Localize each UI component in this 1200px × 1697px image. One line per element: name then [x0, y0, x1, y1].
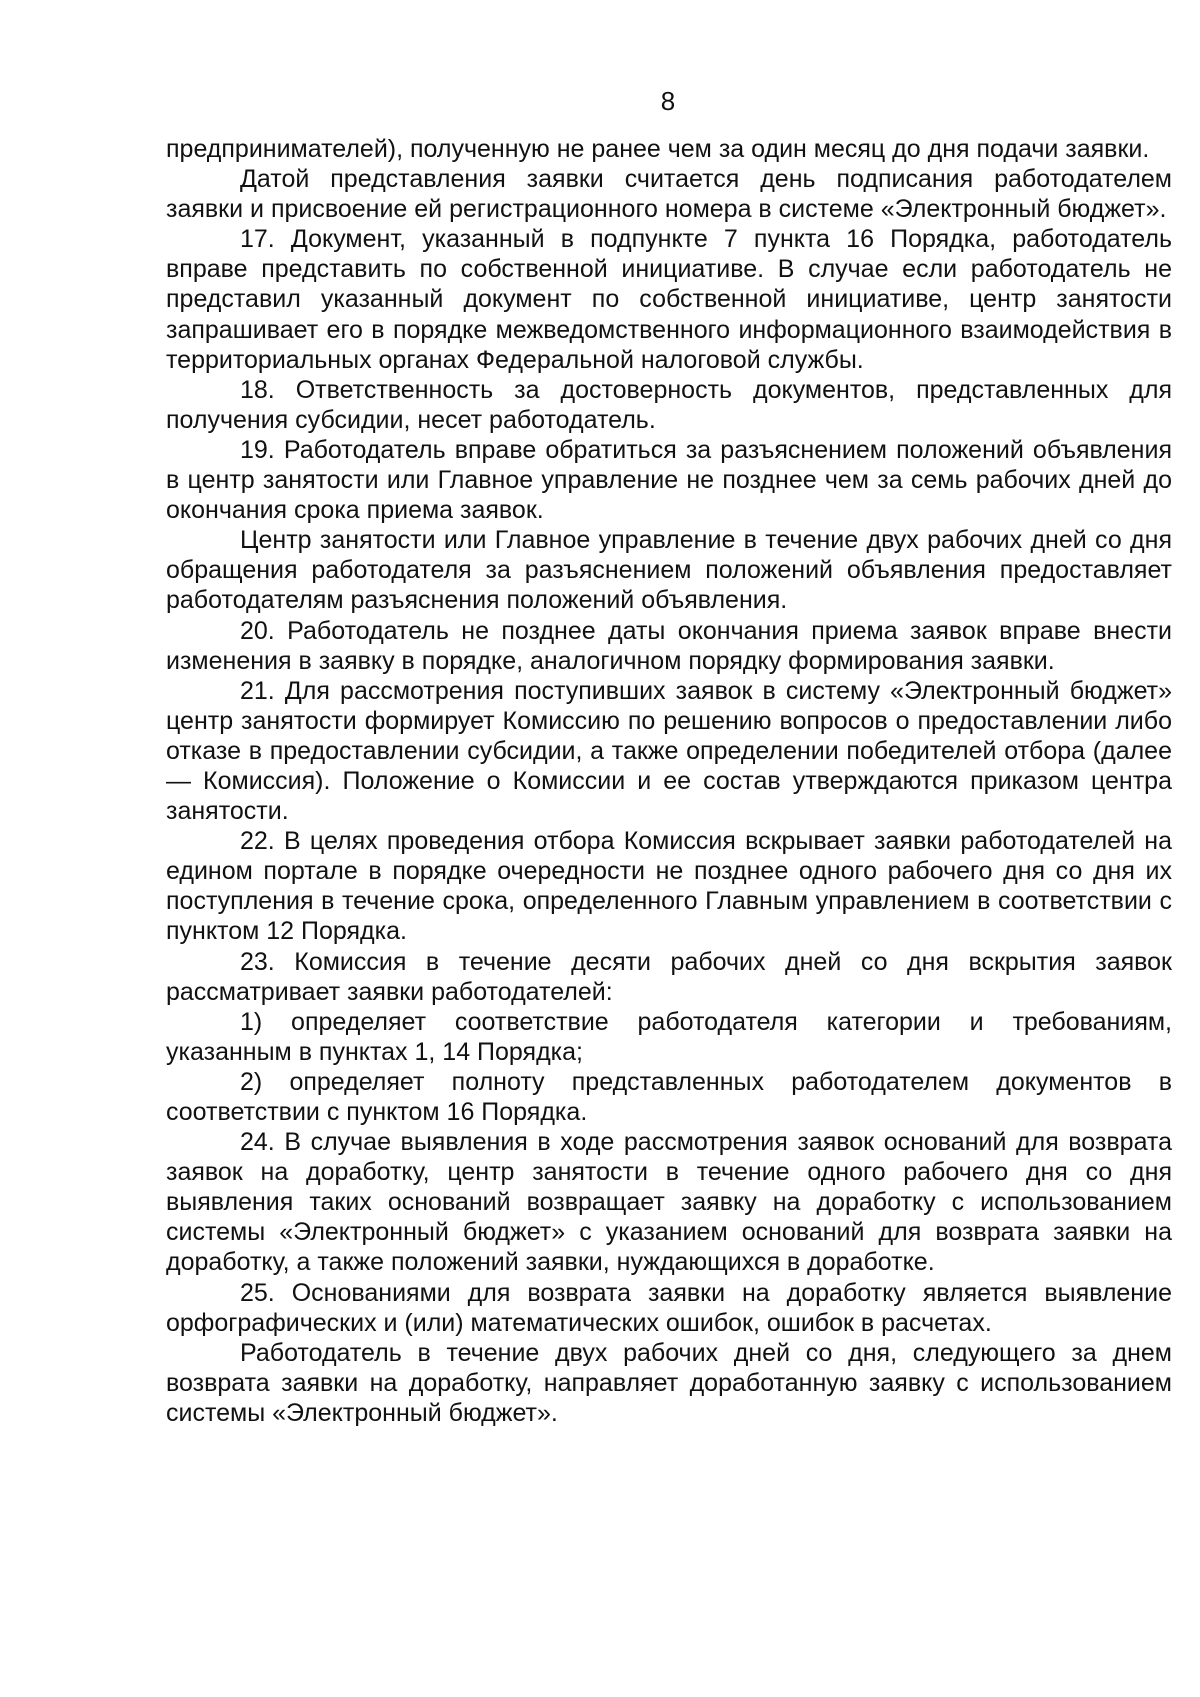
paragraph-25: 25. Основаниями для возврата заявки на доработку является выявление орфографических и (или) математических ошибок, ошибок в расчетах.	[166, 1278, 1172, 1337]
paragraph-23: 23. Комиссия в течение десяти рабочих дней со дня вскрытия заявок рассматривает заявки работодателей:	[166, 947, 1172, 1006]
paragraph-21: 21. Для рассмотрения поступивших заявок в систему «Электронный бюджет» центр занятости формирует Комиссию по решению вопросов о предоставлении либо отказе в предоставлении субсидии, а также определении победителей отбора (далее — Комиссия). Положение о Комиссии и ее состав утверждаются приказом центра занятости.	[166, 676, 1172, 826]
paragraph-19: 19. Работодатель вправе обратиться за разъяснением положений объявления в центр занятости или Главное управление не позднее чем за семь рабочих дней до окончания срока приема заявок.	[166, 435, 1172, 525]
paragraph-submission-date: Датой представления заявки считается день подписания работодателем заявки и присвоение ей регистрационного номера в системе «Электронный бюджет».	[166, 165, 1172, 224]
page-number: 8	[660, 86, 676, 116]
paragraph-25-resubmission: Работодатель в течение двух рабочих дней со дня, следующего за днем возврата заявки на доработку, направляет доработанную заявку с использованием системы «Электронный бюджет».	[166, 1338, 1172, 1427]
paragraph-24: 24. В случае выявления в ходе рассмотрения заявок оснований для возврата заявок на доработку, центр занятости в течение одного рабочего дня со дня выявления таких оснований возвращает заявку на доработку с использованием системы «Электронный бюджет» с указанием оснований для возврата заявки на доработку, а также положений заявки, нуждающихся в доработке.	[166, 1128, 1172, 1277]
paragraph-18: 18. Ответственность за достоверность документов, представленных для получения субсидии, несет работодатель.	[166, 375, 1172, 434]
document-body	[166, 134, 1172, 1428]
paragraph-23-item-1: 1) определяет соответствие работодателя категории и требованиям, указанным в пунктах 1, 14 Порядка;	[166, 1007, 1172, 1066]
paragraph-22: 22. В целях проведения отбора Комиссия вскрывает заявки работодателей на едином портале в порядке очередности не позднее одного рабочего дня со дня их поступления в течение срока, определенного Главным управлением в соответствии с пунктом 12 Порядка.	[166, 827, 1172, 946]
paragraph-17: 17. Документ, указанный в подпункте 7 пункта 16 Порядка, работодатель вправе представить по собственной инициативе. В случае если работодатель не представил указанный документ по собственной инициативе, центр занятости запрашивает его в порядке межведомственного информационного взаимодействия в территориальных органах Федеральной налоговой службы.	[166, 225, 1172, 374]
paragraph-23-item-2: 2) определяет полноту представленных работодателем документов в соответствии с пунктом 16 Порядка.	[166, 1067, 1172, 1126]
paragraph-continuation: предпринимателей), полученную не ранее чем за один месяц до дня подачи заявки.	[166, 135, 1150, 163]
paragraph-20: 20. Работодатель не позднее даты окончания приема заявок вправе внести изменения в заявку в порядке, аналогичном порядку формирования заявки.	[166, 616, 1172, 675]
paragraph-19-clarification: Центр занятости или Главное управление в течение двух рабочих дней со дня обращения работодателя за разъяснением положений объявления предоставляет работодателям разъяснения положений объявления.	[166, 526, 1172, 615]
